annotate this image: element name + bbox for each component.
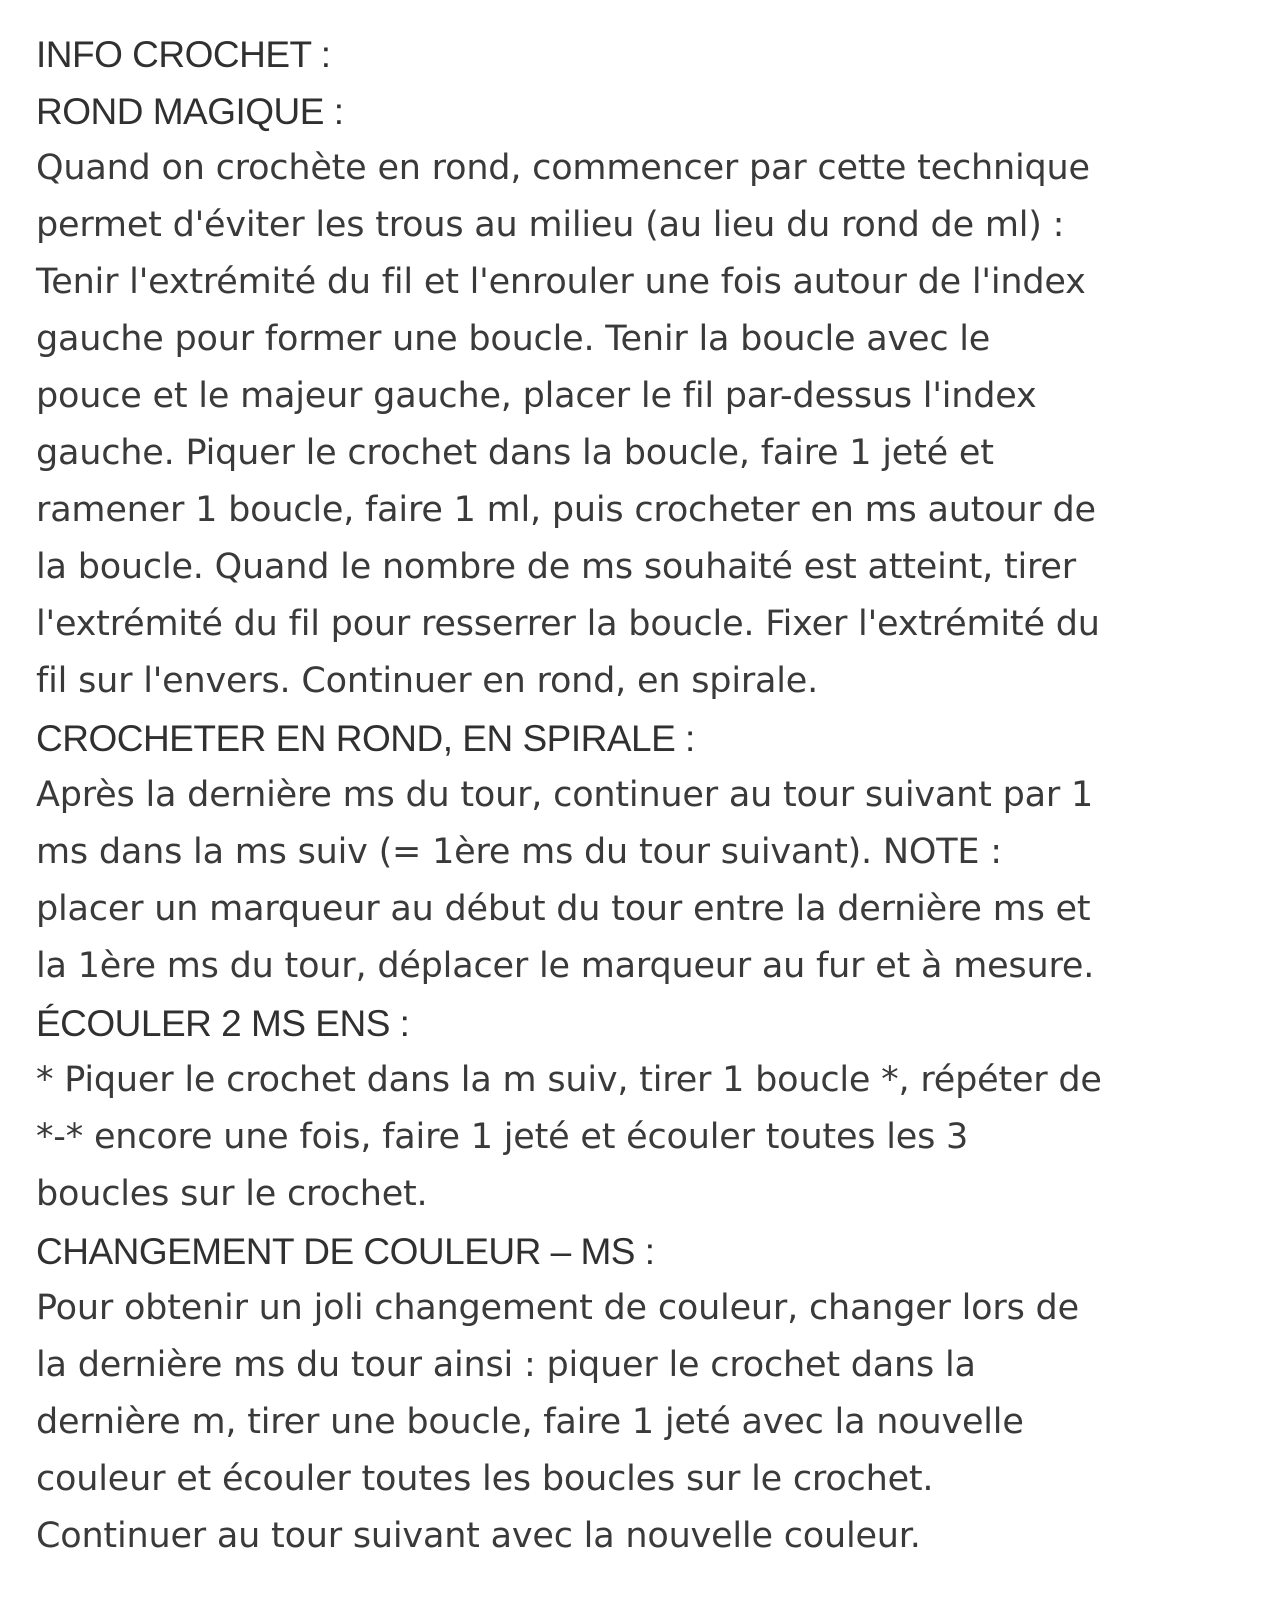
body-line: Quand on crochète en rond, commencer par cette technique: [36, 148, 1090, 188]
body-line: boucles sur le crochet.: [36, 1174, 428, 1214]
body-line: l'extrémité du fil pour resserrer la boucle. Fixer l'extrémité du: [36, 604, 1100, 644]
section-heading-ecouler-2-ms: ÉCOULER 2 MS ENS :: [36, 1003, 410, 1044]
body-line: *-* encore une fois, faire 1 jeté et écouler toutes les 3: [36, 1117, 969, 1157]
body-line: couleur et écouler toutes les boucles sur le crochet.: [36, 1459, 934, 1499]
section-body-changement-couleur: [36, 1280, 1261, 1565]
section-heading-changement-couleur: CHANGEMENT DE COULEUR – MS :: [36, 1231, 655, 1272]
body-line: dernière m, tirer une boucle, faire 1 jeté avec la nouvelle: [36, 1402, 1024, 1442]
section-body-ecouler-2-ms: [36, 1052, 1261, 1223]
body-line: * Piquer le crochet dans la m suiv, tirer 1 boucle *, répéter de: [36, 1060, 1102, 1100]
body-line: Tenir l'extrémité du fil et l'enrouler une fois autour de l'index: [36, 262, 1086, 302]
body-line: la boucle. Quand le nombre de ms souhaité est atteint, tirer: [36, 547, 1076, 587]
body-line: ms dans la ms suiv (= 1ère ms du tour suivant). NOTE :: [36, 832, 1002, 872]
body-line: la dernière ms du tour ainsi : piquer le crochet dans la: [36, 1345, 976, 1385]
body-line: pouce et le majeur gauche, placer le fil par-dessus l'index: [36, 376, 1037, 416]
body-line: Pour obtenir un joli changement de couleur, changer lors de: [36, 1288, 1079, 1328]
section-heading-rond-magique: ROND MAGIQUE :: [36, 91, 344, 132]
body-line: placer un marqueur au début du tour entre la dernière ms et: [36, 889, 1091, 929]
body-line: gauche pour former une boucle. Tenir la boucle avec le: [36, 319, 991, 359]
section-body-crocheter-en-rond: [36, 767, 1261, 995]
body-line: gauche. Piquer le crochet dans la boucle, faire 1 jeté et: [36, 433, 994, 473]
section-body-rond-magique: [36, 140, 1261, 710]
section-heading-info-crochet: INFO CROCHET :: [36, 34, 331, 75]
section-heading-crocheter-en-rond: CROCHETER EN ROND, EN SPIRALE :: [36, 718, 695, 759]
body-line: fil sur l'envers. Continuer en rond, en spirale.: [36, 661, 819, 701]
body-line: ramener 1 boucle, faire 1 ml, puis crocheter en ms autour de: [36, 490, 1096, 530]
body-line: Après la dernière ms du tour, continuer au tour suivant par 1: [36, 775, 1094, 815]
body-line: la 1ère ms du tour, déplacer le marqueur au fur et à mesure.: [36, 946, 1095, 986]
body-line: Continuer au tour suivant avec la nouvelle couleur.: [36, 1516, 921, 1556]
crochet-info-document: [36, 26, 1261, 1565]
body-line: permet d'éviter les trous au milieu (au lieu du rond de ml) :: [36, 205, 1065, 245]
